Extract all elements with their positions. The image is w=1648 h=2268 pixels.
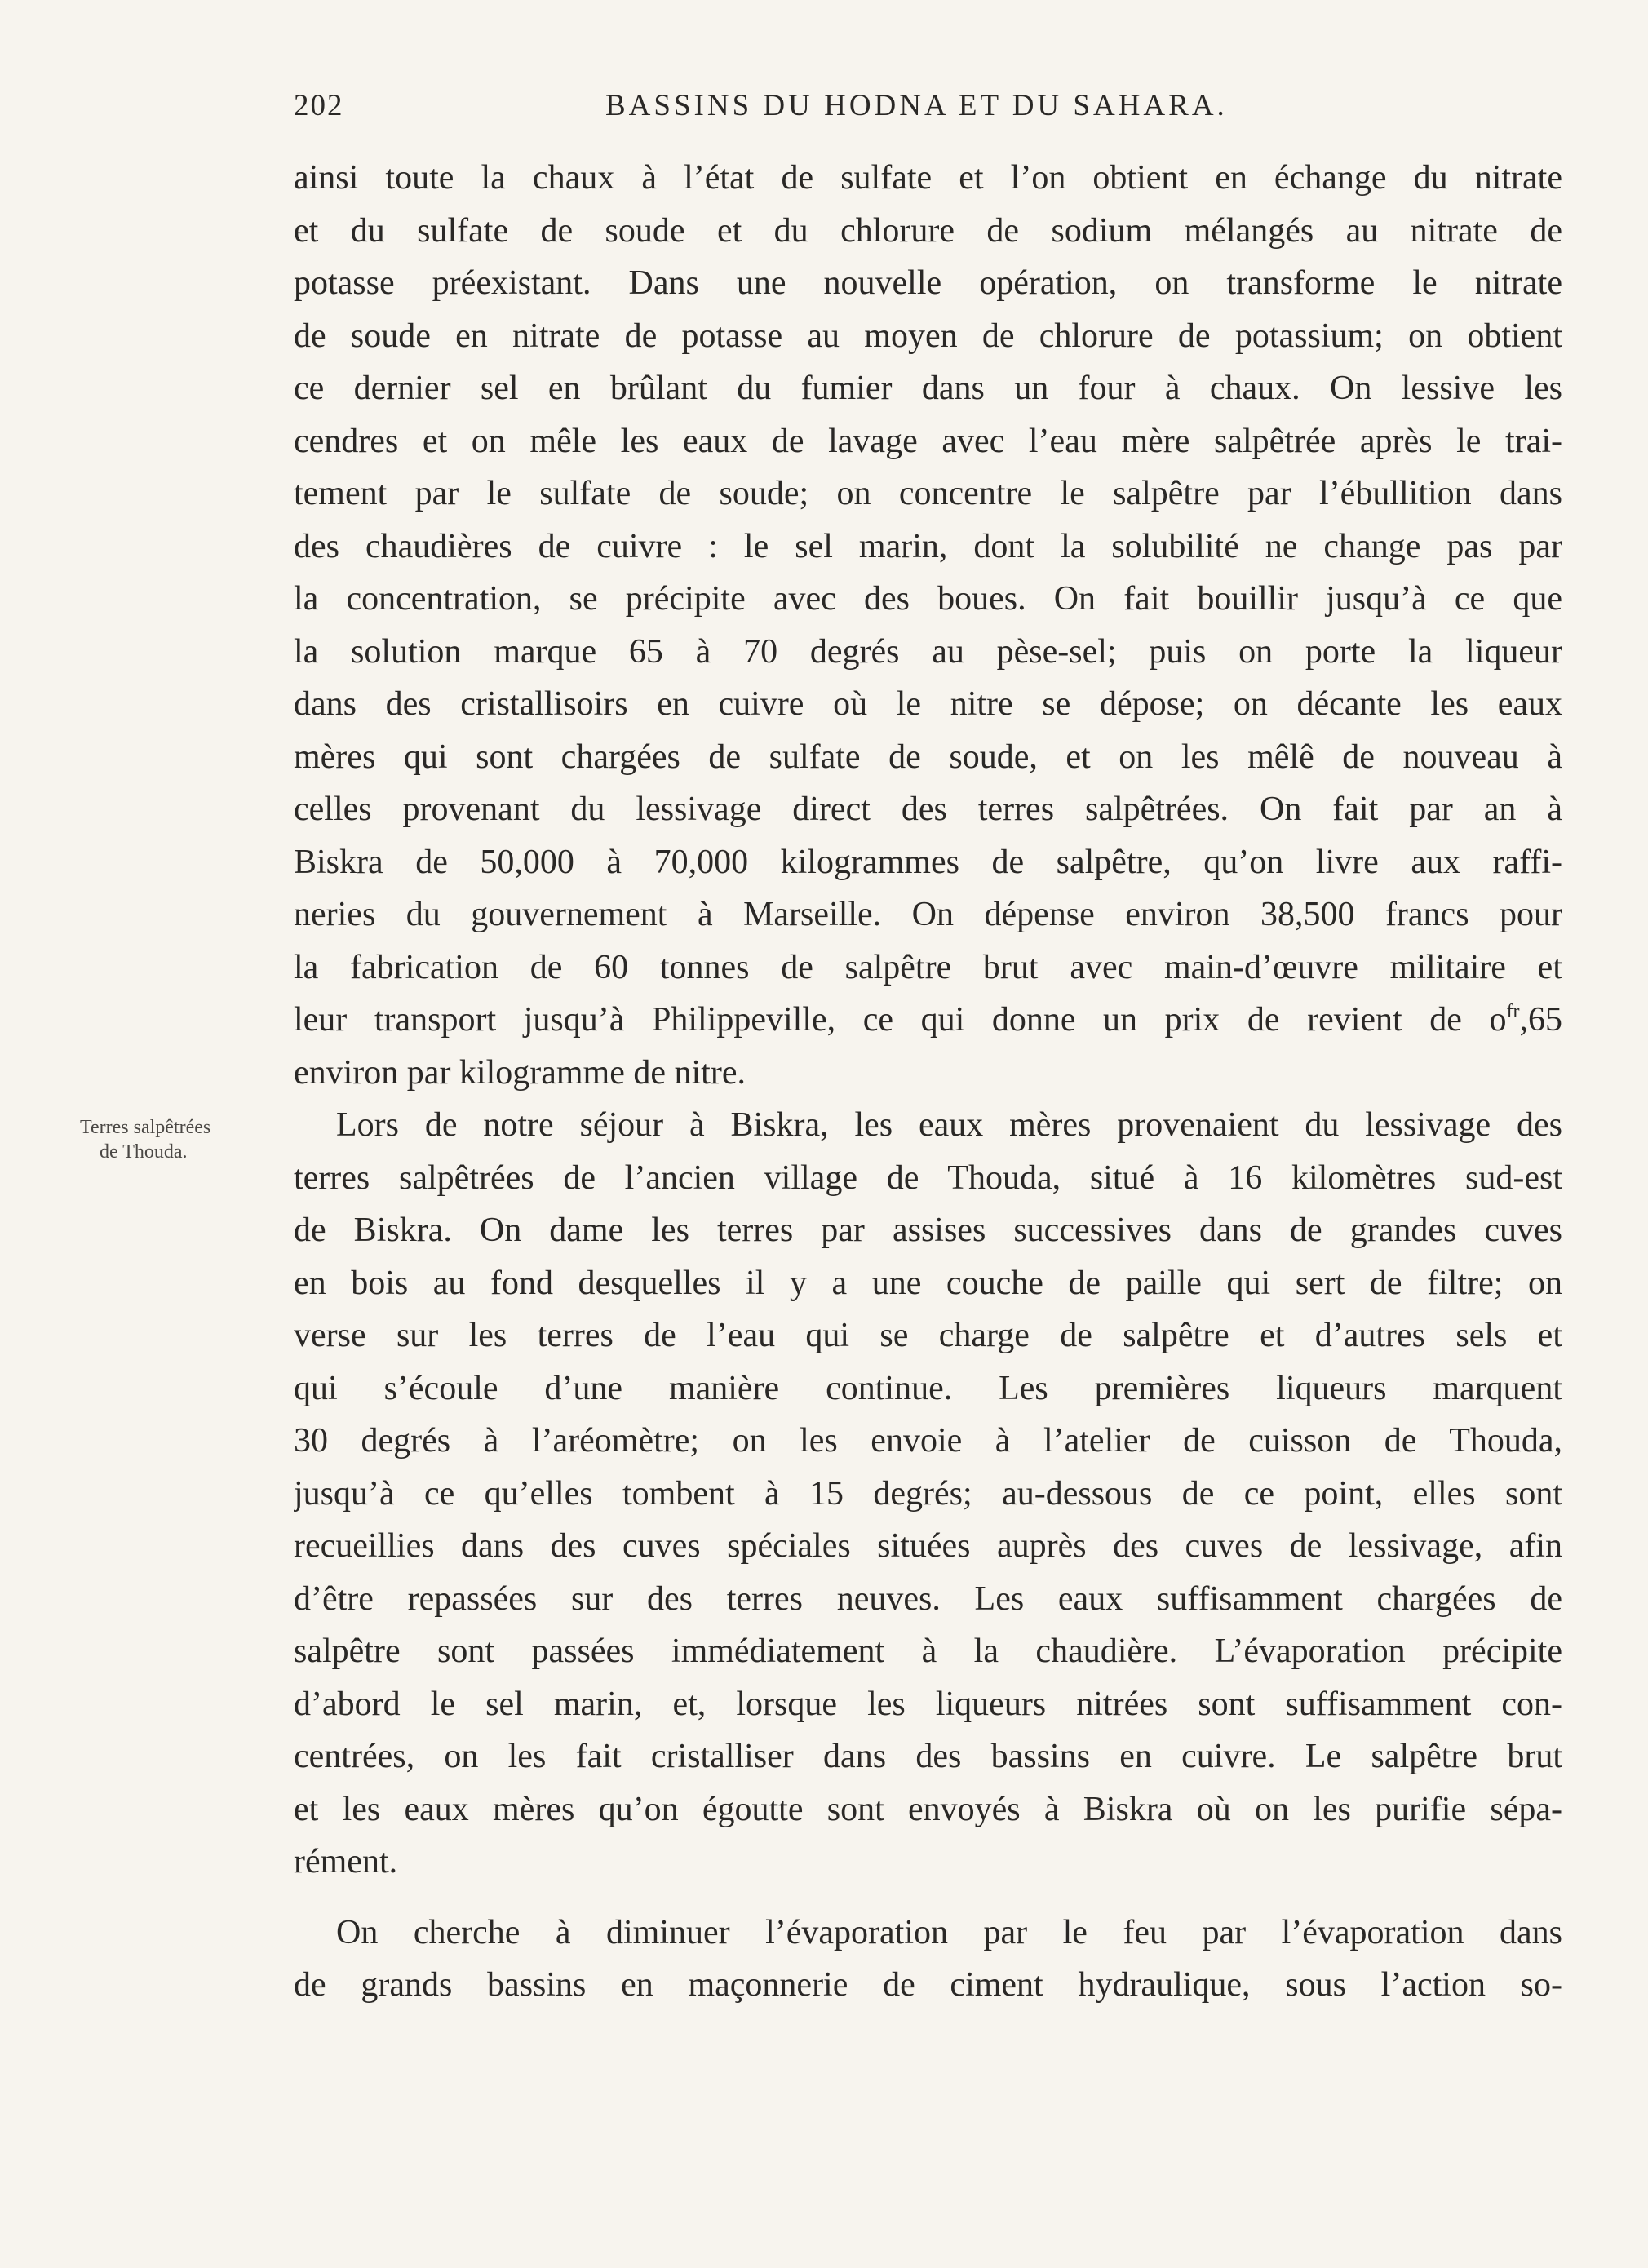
text-line: de grands bassins en maçonnerie de ciment hydraulique, sous l’action so- — [294, 1966, 1562, 2004]
text-line: tement par le sulfate de soude; on concentre le salpêtre par l’ébullition dans — [294, 475, 1562, 512]
text-line: environ par kilogramme de nitre. — [294, 1053, 746, 1092]
text-line: celles provenant du lessivage direct des terres salpêtrées. On fait par an à — [294, 791, 1562, 828]
text-line: neries du gouvernement à Marseille. On dépense environ 38,500 francs pour — [294, 896, 1562, 933]
text-line: 30 degrés à l’aréomètre; on les envoie à l’atelier de cuisson de Thouda, — [294, 1422, 1562, 1460]
text-line: ce dernier sel en brûlant du fumier dans un four à chaux. On lessive les — [294, 370, 1562, 407]
text-line: rément. — [294, 1843, 398, 1880]
text-line: recueillies dans des cuves spéciales situées auprès des cuves de lessivage, afin — [294, 1527, 1562, 1565]
text-line: jusqu’à ce qu’elles tombent à 15 degrés; au-dessous de ce point, elles sont — [294, 1474, 1562, 1513]
price-tail: ,65 — [1519, 1001, 1562, 1039]
text-line: Lors de notre séjour à Biskra, les eaux mères provenaient du lessivage des — [336, 1106, 1562, 1144]
text-line: de soude en nitrate de potasse au moyen de chlorure de potassium; on obtient — [294, 317, 1562, 355]
text-line: Biskra de 50,000 à 70,000 kilogrammes de salpêtre, qu’on livre aux raffi- — [294, 843, 1562, 881]
text-line: et les eaux mères qu’on égoutte sont envoyés à Biskra où on les purifie sépa- — [294, 1790, 1562, 1828]
text-line: On cherche à diminuer l’évaporation par le feu par l’évaporation dans — [336, 1913, 1562, 1951]
paragraph-1 — [294, 152, 1562, 1099]
text-line: de Biskra. On dame les terres par assises successives dans de grandes cuves — [294, 1212, 1562, 1249]
text-line: en bois au fond desquelles il y a une couche de paille qui sert de filtre; on — [294, 1264, 1562, 1302]
text-line: d’abord le sel marin, et, lorsque les liqueurs nitrées sont suffisamment con- — [294, 1685, 1562, 1723]
page-number: 202 — [294, 89, 344, 122]
page-header — [294, 88, 1562, 134]
text-line: des chaudières de cuivre : le sel marin, dont la solubilité ne change pas par — [294, 527, 1562, 565]
text-line: la concentration, se précipite avec des boues. On fait bouillir jusqu’à ce que — [294, 580, 1562, 618]
text-line: terres salpêtrées de l’ancien village de Thouda, situé à 16 kilomètres sud-est — [294, 1158, 1562, 1197]
text-line: dans des cristallisoirs en cuivre où le nitre se dépose; on décante les eaux — [294, 685, 1562, 723]
price-superscript: fr — [1506, 1001, 1520, 1022]
price-line-text: leur transport jusqu’à Philippeville, ce qui donne un prix de revient de o — [294, 1001, 1507, 1039]
text-line: mères qui sont chargées de sulfate de soude, et on les mêlê de nouveau à — [294, 738, 1562, 776]
text-line: centrées, on les fait cristalliser dans des bassins en cuivre. Le salpêtre brut — [294, 1738, 1562, 1775]
text-line: la fabrication de 60 tonnes de salpêtre brut avec main-d’œuvre militaire et — [294, 948, 1562, 986]
running-title: BASSINS DU HODNA ET DU SAHARA. — [605, 89, 1228, 122]
body-text — [294, 152, 1562, 2012]
text-line: ainsi toute la chaux à l’état de sulfate et l’on obtient en échange du nitrate — [294, 159, 1562, 197]
paragraph-3 — [294, 1907, 1562, 2012]
text-line: cendres et on mêle les eaux de lavage avec l’eau mère salpêtrée après le trai- — [294, 422, 1562, 460]
text-line: potasse préexistant. Dans une nouvelle opération, on transforme le nitrate — [294, 264, 1562, 302]
margin-note — [80, 1115, 259, 1164]
text-line: d’être repassées sur des terres neuves. Les eaux suffisamment chargées de — [294, 1579, 1562, 1618]
margin-note-line: de Thouda. — [100, 1141, 188, 1163]
text-line: et du sulfate de soude et du chlorure de sodium mélangés au nitrate de — [294, 211, 1562, 250]
margin-note-line: Terres salpêtrées — [80, 1117, 211, 1138]
text-line: verse sur les terres de l’eau qui se charge de salpêtre et d’autres sels et — [294, 1317, 1562, 1354]
text-line: salpêtre sont passées immédiatement à la chaudière. L’évaporation précipite — [294, 1632, 1562, 1670]
text-line: qui s’écoule d’une manière continue. Les premières liqueurs marquent — [294, 1369, 1562, 1407]
text-line: la solution marque 65 à 70 degrés au pèse-sel; puis on porte la liqueur — [294, 632, 1562, 671]
paragraph-2 — [294, 1099, 1562, 1889]
text-line-price — [294, 994, 1562, 1047]
